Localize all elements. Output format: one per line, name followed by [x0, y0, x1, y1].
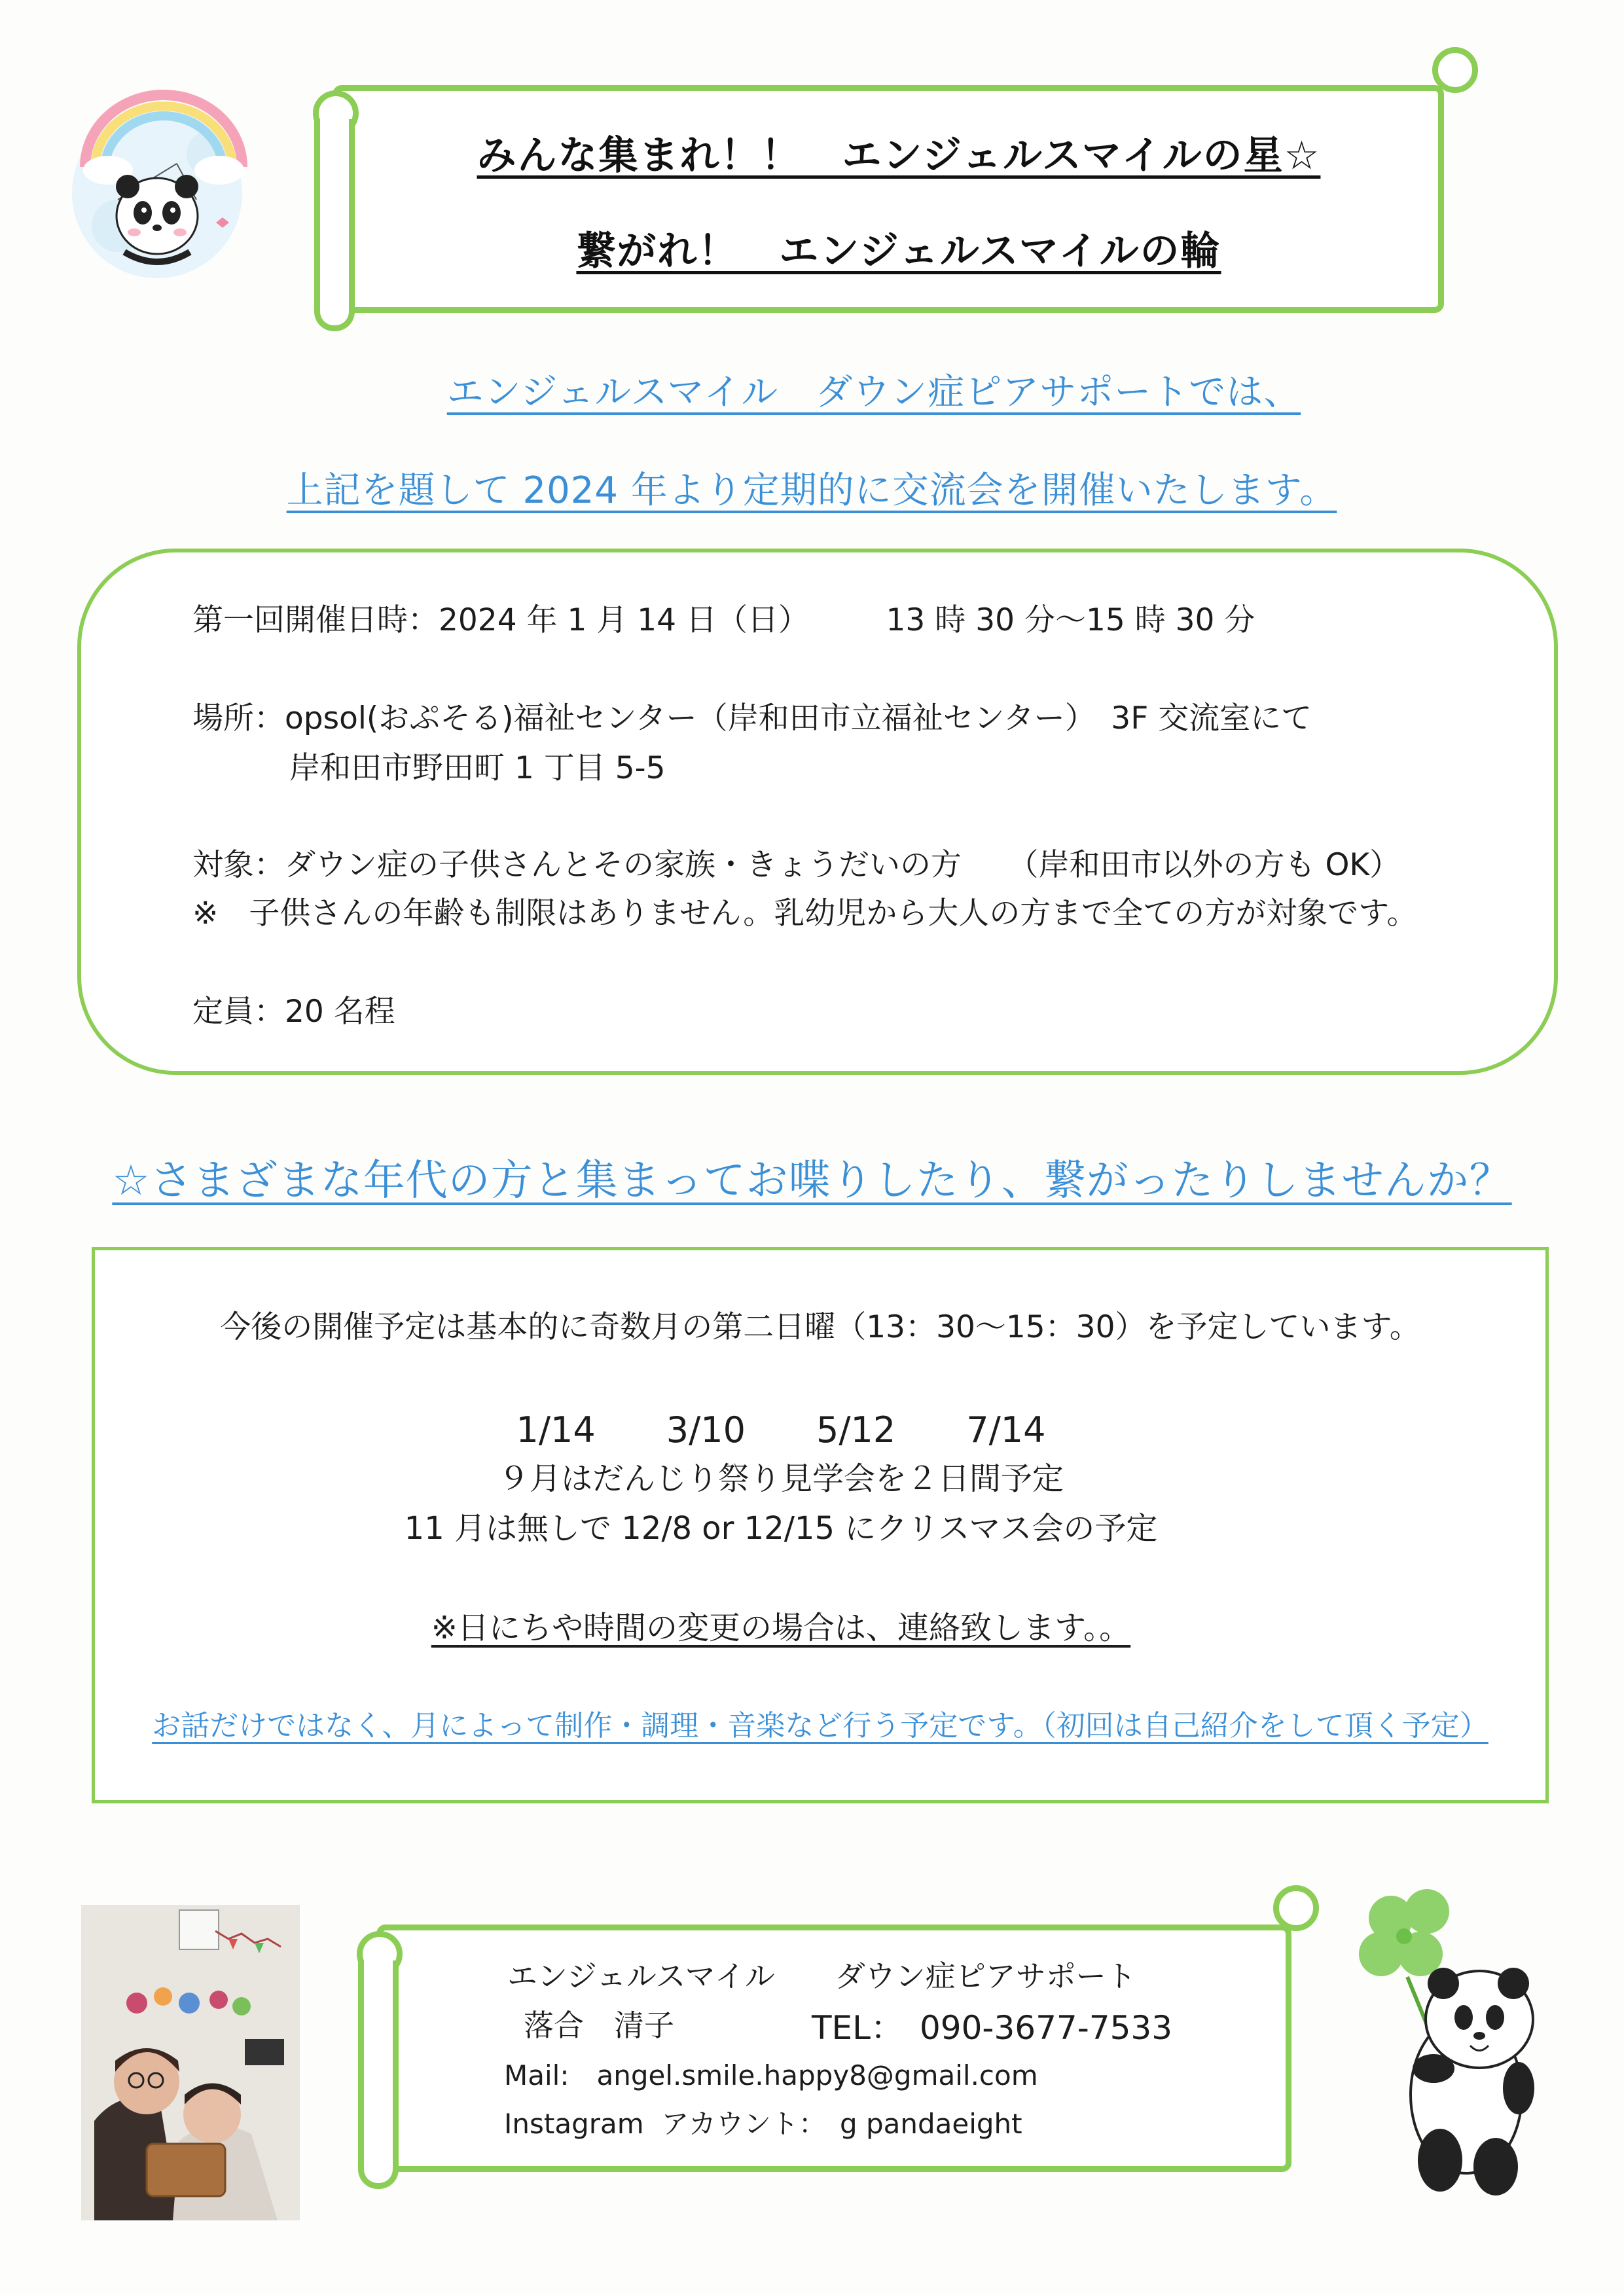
panda-rainbow-illustration [46, 69, 281, 285]
schedule-dates: 1/14 3/10 5/12 7/14 [516, 1409, 1046, 1451]
event-note: ※ 子供さんの年齢も制限はありません。乳幼児から大人の方まで全ての方が対象です。 [192, 895, 1418, 931]
panda-clover-illustration [1335, 1879, 1551, 2206]
event-date: 第一回開催日時：2024 年 1 月 14 日（日） 13 時 30 分～15 時 30 分 [192, 602, 1255, 638]
contact-instagram[interactable]: Instagram アカウント： g pandaeight [504, 2108, 1022, 2140]
schedule-november: 11 月は無しで 12/8 or 12/15 にクリスマス会の予定 [404, 1510, 1158, 1547]
group-photo [81, 1905, 300, 2220]
event-target: 対象：ダウン症の子供さんとその家族・きょうだいの方 （岸和田市以外の方も OK） [192, 847, 1401, 883]
title-line-1: みんな集まれ！！ エンジェルスマイルの星☆ [477, 133, 1321, 179]
contact-tel[interactable]: TEL： 090-3677-7533 [812, 2009, 1173, 2047]
title-banner [313, 47, 1485, 335]
event-address: 岸和田市野田町 1 丁目 5-5 [289, 750, 666, 786]
contact-org: エンジェルスマイル ダウン症ピアサポート [507, 1959, 1136, 1994]
event-place: 場所：opsol(おぷそる)福祉センター（岸和田市立福祉センター） 3F 交流室にて [192, 700, 1312, 736]
intro-line-2: 上記を題して 2024 年より定期的に交流会を開催いたします。 [286, 469, 1337, 512]
intro-line-1: エンジェルスマイル ダウン症ピアサポートでは、 [446, 371, 1301, 414]
event-info-box [77, 549, 1558, 1075]
title-line-2: 繋がれ！ エンジェルスマイルの輪 [576, 228, 1221, 274]
contact-name: 落合 清子 [524, 2008, 674, 2043]
schedule-activities: お話だけではなく、月によって制作・調理・音楽など行う予定です。（初回は自己紹介をして頂く予定） [152, 1709, 1489, 1743]
schedule-intro: 今後の開催予定は基本的に奇数月の第二日曜（13：30～15：30）を予定しています。 [220, 1309, 1420, 1345]
contact-mail[interactable]: Mail: angel.smile.happy8@gmail.com [504, 2059, 1038, 2091]
invite-line: ☆さまざまな年代の方と集まってお喋りしたり、繋がったりしませんか？ [112, 1157, 1512, 1205]
schedule-change-note: ※日にちや時間の変更の場合は、連絡致します。。 [431, 1610, 1131, 1646]
schedule-box [92, 1247, 1549, 1803]
event-capacity: 定員：20 名程 [192, 994, 395, 1030]
schedule-september: ９月はだんじり祭り見学会を２日間予定 [497, 1460, 1064, 1497]
